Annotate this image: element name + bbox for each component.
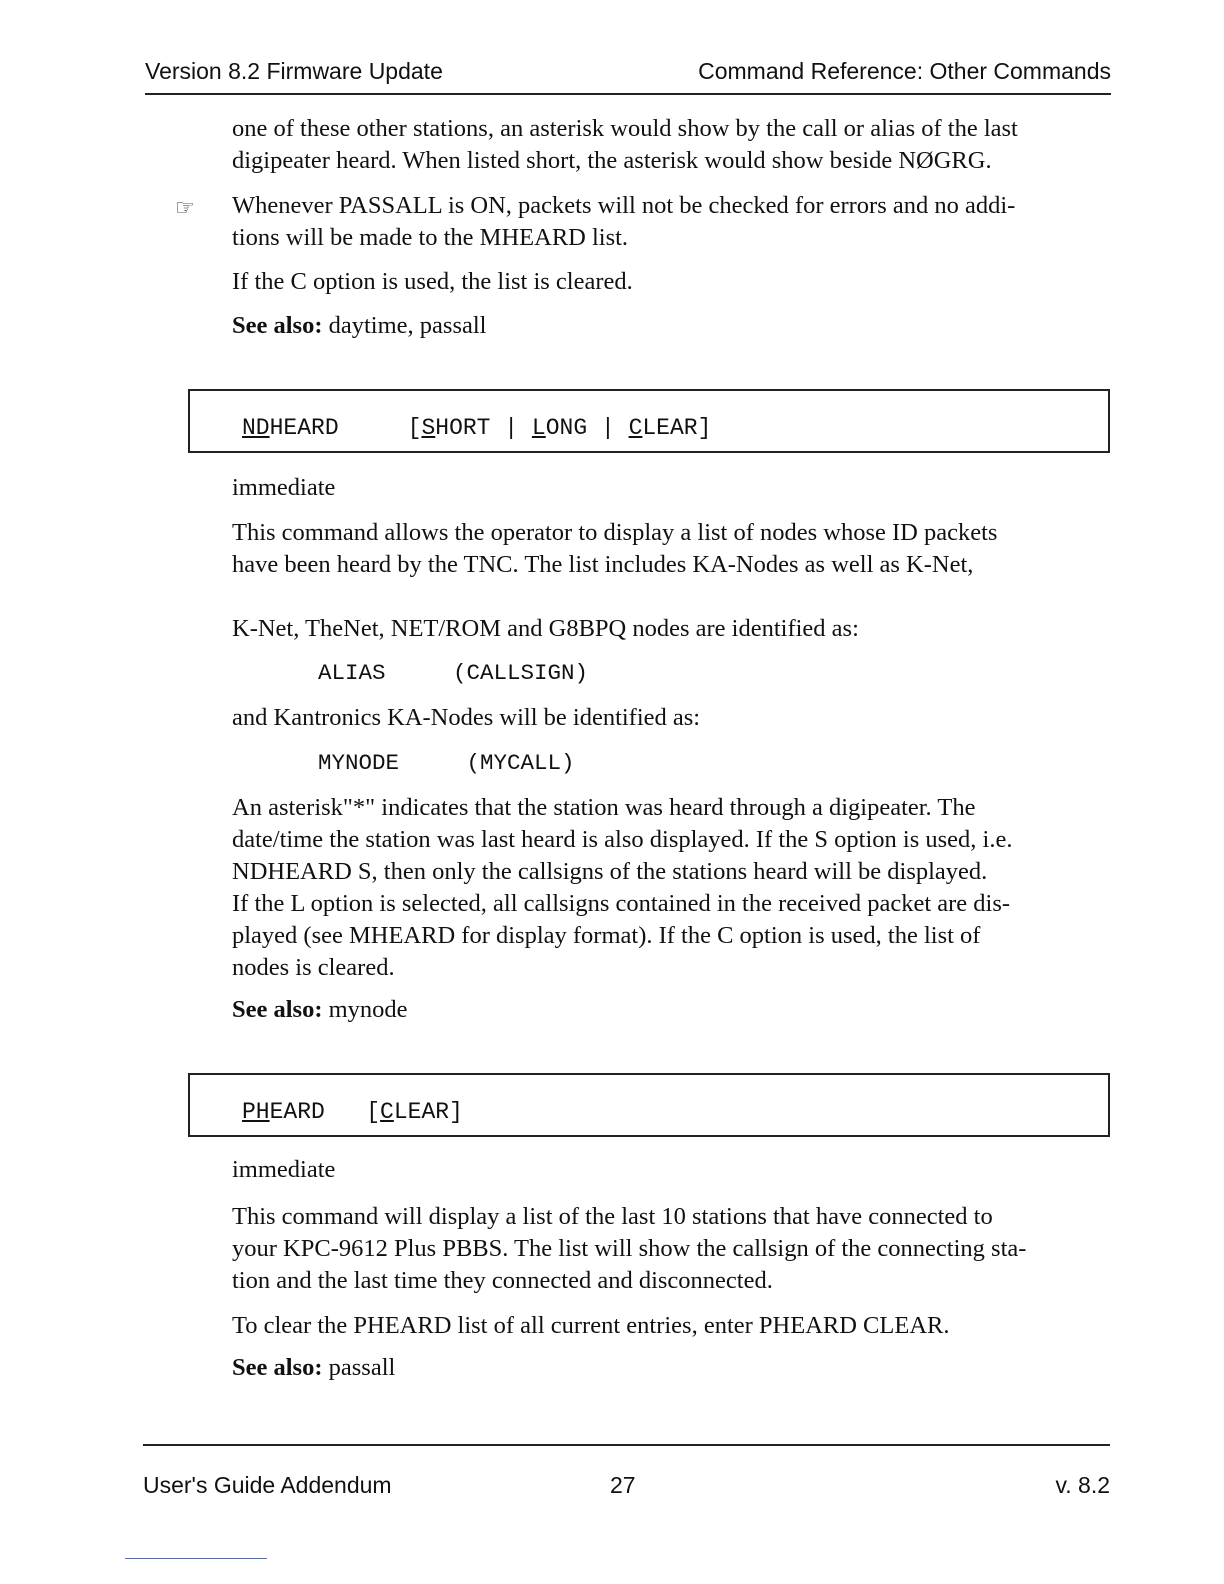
clear-option-text: If the C option is used, the list is cleared.: [232, 268, 633, 295]
pheard-clear-text: To clear the PHEARD list of all current entries, enter PHEARD CLEAR.: [232, 1312, 950, 1339]
ndheard-description: This command allows the operator to display a list of nodes whose ID packets have been heard by the TNC. The list includes KA-Nodes as well as K-Net,: [232, 519, 998, 578]
pheard-syntax: PHEARD [CLEAR]: [242, 1099, 463, 1125]
page-footer: [143, 1444, 1110, 1498]
header-right: Command Reference: Other Commands: [698, 58, 1111, 84]
page-header: [145, 58, 1111, 95]
ndheard-syntax: NDHEARD [SHORT | LONG | CLEAR]: [242, 415, 712, 441]
ndheard-identified-text: K-Net, TheNet, NET/ROM and G8BPQ nodes are identified as:: [232, 615, 859, 642]
pheard-mode: immediate: [232, 1156, 336, 1183]
ndheard-syntax-box: [188, 389, 1110, 453]
ndheard-ka-text: and Kantronics KA-Nodes will be identified as:: [232, 704, 701, 731]
passall-note: Whenever PASSALL is ON, packets will not be checked for errors and no addi- tions will be made to the MHEARD list.: [232, 192, 1016, 251]
pheard-description: This command will display a list of the last 10 stations that have connected to your KPC-9612 Plus PBBS. The list will show the callsign of the connecting sta- tion and the last time they connected and disconnected.: [232, 1203, 1027, 1294]
see-also-mheard: See also: daytime, passall: [232, 312, 487, 339]
see-also-pheard: See also: passall: [232, 1354, 396, 1381]
page-number: 27: [610, 1472, 636, 1498]
see-also-ndheard: See also: mynode: [232, 996, 408, 1023]
ndheard-example-mynode: MYNODE (MYCALL): [318, 750, 575, 776]
pheard-syntax-box: [188, 1073, 1110, 1137]
ndheard-asterisk-text: An asterisk"*" indicates that the station was heard through a digipeater. The date/time the station was last heard is also displayed. If the S option is used, i.e. NDHEARD S, then only the callsigns of the stations heard will be displayed. If the L option is selected, all callsigns contained in the received packet are dis- played (see MHEARD for display format). If the C option is used, the list of nodes is cleared.: [232, 794, 1013, 981]
pointing-hand-icon: ☞: [175, 196, 195, 221]
ndheard-example-alias: ALIAS (CALLSIGN): [318, 660, 589, 686]
mheard-continuation: one of these other stations, an asterisk would show by the call or alias of the last digipeater heard. When listed short, the asterisk would show beside NØGRG.: [232, 115, 1018, 174]
ndheard-mode: immediate: [232, 474, 336, 501]
scan-line: [125, 1558, 267, 1559]
footer-left: User's Guide Addendum: [143, 1472, 392, 1498]
header-left: Version 8.2 Firmware Update: [145, 58, 443, 84]
footer-right: v. 8.2: [1055, 1472, 1110, 1498]
